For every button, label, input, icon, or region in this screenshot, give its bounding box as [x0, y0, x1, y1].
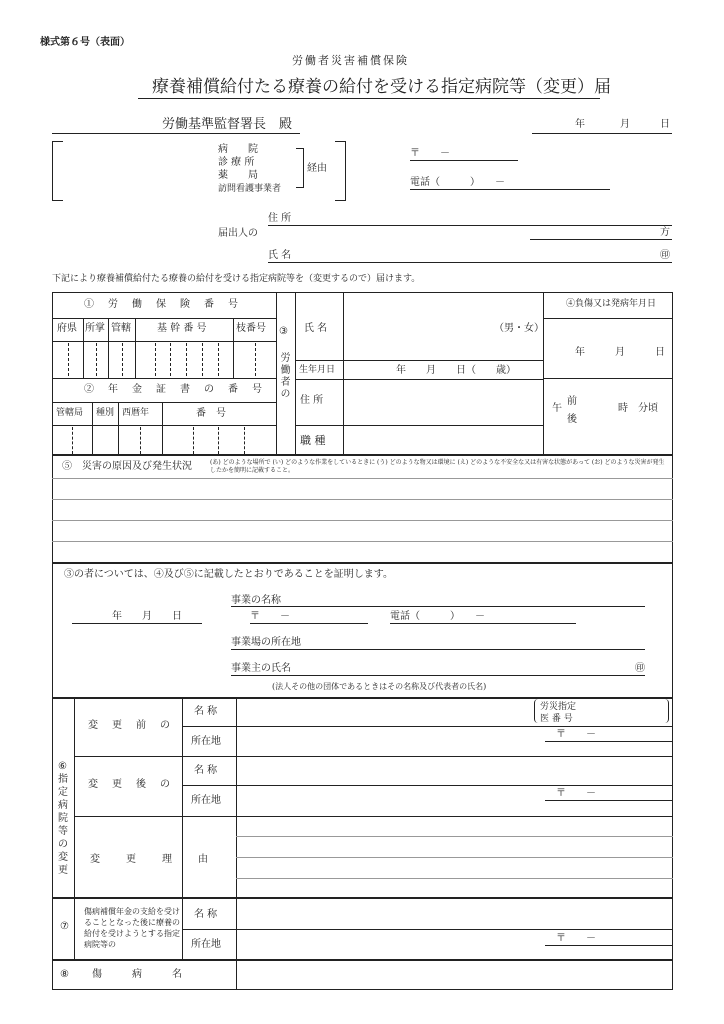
before-location-label: 所在地 [191, 736, 221, 747]
s3-v3 [543, 292, 544, 455]
via-postal-line[interactable] [410, 160, 518, 161]
via-nursing[interactable]: 訪問看護事業者 [218, 184, 282, 194]
date-day: 日 [660, 119, 670, 130]
via-clinic[interactable]: 診 療 所 [218, 157, 255, 168]
main-table-top [52, 292, 673, 455]
after-postal: 〒 － [556, 788, 596, 799]
disease-num: ⑧ [60, 969, 69, 980]
business-postal: 〒 － [250, 611, 290, 622]
rosai-number-label: 労災指定 医 番 号 [540, 702, 577, 724]
injury-date-title: ④負傷又は発病年月日 [566, 299, 657, 309]
injury-ampm-label: 午 [552, 403, 562, 414]
via-label: 経由 [307, 163, 327, 174]
rosai-bracket-right [664, 699, 669, 723]
s2-v3 [162, 402, 163, 455]
s2-d1 [72, 427, 73, 454]
pension-hospital-name-label: 名 称 [194, 909, 218, 920]
hospital-change-label: ⑥ 指 定 病 院 等 の 変 更 [58, 761, 68, 876]
s1-d4 [155, 343, 156, 376]
via-postal: 〒 － [410, 148, 450, 159]
s1-d9 [255, 343, 256, 376]
notifier-name-label: 氏 名 [268, 250, 292, 261]
after-postal-line[interactable] [545, 800, 673, 801]
s1-d1 [68, 343, 69, 376]
cause-line-4[interactable] [52, 541, 673, 542]
s1-d7 [202, 343, 203, 376]
addressee-line [52, 133, 300, 134]
s1-v4 [233, 318, 234, 378]
s6-v3 [236, 698, 237, 816]
s6-line1 [182, 726, 673, 727]
s2-line2 [52, 425, 276, 426]
form-subtitle: 労働者災害補償保険 [292, 54, 409, 67]
business-postal-line[interactable] [250, 623, 368, 624]
col-jurisdiction: 所掌 [85, 323, 105, 334]
col-bureau: 管轄局 [56, 408, 84, 418]
certification-date[interactable]: 年 月 日 [112, 611, 182, 622]
s1-d2 [96, 343, 97, 376]
reason-line-3[interactable] [236, 878, 673, 879]
business-phone: 電話（ ） － [390, 611, 485, 622]
date-year: 年 [575, 119, 585, 130]
s3-line2 [295, 379, 543, 380]
pension-title: ② 年 金 証 書 の 番 号 [84, 384, 264, 395]
business-phone-line[interactable] [390, 623, 576, 624]
injury-ampm[interactable]: 前 後 [567, 396, 577, 425]
col-office: 管轄 [111, 323, 131, 334]
s8-v1 [236, 960, 237, 990]
owner-name-label: 事業主の氏名 [231, 663, 291, 674]
via-bracket-left [52, 141, 63, 201]
date-month: 月 [620, 119, 630, 130]
s3-line3 [295, 425, 543, 426]
injury-date-value[interactable]: 年 月 日 [575, 347, 665, 358]
notifier-address-line2[interactable] [530, 239, 672, 240]
s7-line1 [182, 929, 673, 930]
reason-line-2[interactable] [236, 857, 673, 858]
certification-date-line[interactable] [72, 623, 202, 624]
worker-side-label: 労働者の [278, 352, 289, 400]
s2-v1 [92, 402, 93, 455]
cause-line-1[interactable] [52, 478, 673, 479]
s6-line3 [182, 785, 673, 786]
s3-v2 [343, 292, 344, 455]
s4-line1 [543, 318, 673, 319]
notifier-address-suffix: 方 [660, 227, 670, 238]
worker-dob-value[interactable]: 年 月 日（ 歳） [396, 365, 516, 376]
before-postal-line[interactable] [545, 741, 673, 742]
owner-note: (法人その他の団体であるときはその名称及び代表者の氏名) [272, 682, 487, 691]
notifier-seal-icon: ㊞ [660, 250, 670, 261]
s1-v1 [83, 318, 84, 378]
s3-line1 [295, 360, 543, 361]
s7-v1 [74, 898, 75, 960]
col-branch-number: 枝番号 [236, 323, 266, 334]
s2-d5 [244, 427, 245, 454]
certification-box [52, 563, 673, 698]
s2-d4 [218, 427, 219, 454]
statement-text: 下記により療養補償給付たる療養の給付を受ける指定病院等を（変更するので）届けます。 [52, 274, 421, 284]
pension-hospital-num: ⑦ [60, 921, 69, 932]
after-location-label: 所在地 [191, 795, 221, 806]
before-postal: 〒 － [556, 729, 596, 740]
s2-d3 [193, 427, 194, 454]
worker-dob-label: 生年月日 [299, 365, 336, 375]
worker-address-label: 住 所 [300, 395, 324, 406]
certification-text: ③の者については、④及び⑤に記載したとおりであることを証明します。 [64, 569, 393, 580]
s1-bottom [52, 378, 276, 379]
notifier-address-label: 住 所 [268, 213, 292, 224]
cause-note: (あ) どのような場所で (い) どのような作業をしているときに (う) どのような物又は環境に (え) どのような不安全な又は有害な状態があって (お) どのような災害が発生したかを簡明に記載すること。 [210, 459, 665, 474]
s2-line1 [52, 402, 276, 403]
via-hospital[interactable]: 病 院 [218, 144, 258, 155]
labor-insurance-title: ① 労 働 保 険 番 号 [84, 299, 240, 310]
notifier-name-line[interactable] [268, 262, 672, 263]
form-number: 様式第６号（表面） [40, 37, 130, 48]
owner-name-line[interactable] [231, 675, 645, 676]
notifier-label: 届出人の [218, 228, 258, 239]
rosai-bracket-left [534, 699, 539, 723]
worker-job-label: 職 種 [300, 434, 326, 447]
pension-hospital-label: 傷病補償年金の支給を受けることとなった後に療養の給付を受けようとする指定病院等の [84, 907, 180, 949]
after-name-label: 名 称 [194, 765, 218, 776]
pension-hospital-postal-line[interactable] [545, 945, 673, 946]
worker-num: ③ [279, 326, 288, 337]
s6-v2 [182, 698, 183, 898]
cause-line-3[interactable] [52, 520, 673, 521]
s1-d3 [122, 343, 123, 376]
worker-gender[interactable]: （男・女） [494, 323, 544, 334]
business-location-line[interactable] [231, 649, 645, 650]
via-brace [296, 148, 304, 188]
via-bracket-right [335, 141, 346, 201]
owner-seal-icon: ㊞ [635, 663, 645, 674]
col-prefecture: 府県 [57, 323, 77, 334]
s1-right [276, 292, 277, 455]
s6-line4 [74, 816, 673, 817]
s1-v3 [135, 318, 136, 378]
s1-d6 [186, 343, 187, 376]
col-base-number: 基 幹 番 号 [157, 323, 207, 334]
before-label: 変 更 前 の [88, 720, 172, 731]
addressee: 労働基準監督署長 殿 [162, 117, 293, 132]
injury-time[interactable]: 時 分頃 [618, 403, 658, 414]
via-phone: 電話（ ） － [410, 177, 505, 188]
s2-d2 [140, 427, 141, 454]
s6-v1 [74, 698, 75, 898]
via-phone-line[interactable] [410, 189, 610, 190]
business-location-label: 事業場の所在地 [231, 637, 301, 648]
col-number: 番 号 [196, 408, 226, 419]
form-title: 療養補償給付たる療養の給付を受ける指定病院等（変更）届 [152, 77, 611, 97]
reason-line-1[interactable] [236, 836, 673, 837]
s1-line2 [52, 341, 276, 342]
change-reason-label: 変 更 理 由 [90, 854, 210, 865]
s6-line2 [74, 756, 673, 757]
worker-name-label: 氏 名 [304, 323, 328, 334]
cause-line-2[interactable] [52, 499, 673, 500]
business-name-line[interactable] [231, 606, 645, 607]
via-pharmacy[interactable]: 薬 局 [218, 170, 258, 181]
pension-hospital-location-label: 所在地 [191, 939, 221, 950]
title-underline [138, 98, 600, 99]
s2-v2 [118, 402, 119, 455]
disease-name-label: 傷 病 名 [92, 969, 182, 980]
notifier-address-line[interactable] [268, 225, 672, 226]
after-label: 変 更 後 の [88, 779, 172, 790]
s3-v1 [295, 292, 296, 455]
business-name-label: 事業の名称 [231, 595, 281, 606]
s1-d8 [218, 343, 219, 376]
s1-v2 [108, 318, 109, 378]
col-year: 西暦年 [122, 408, 150, 418]
s1-d5 [170, 343, 171, 376]
date-line[interactable] [532, 133, 672, 134]
pension-hospital-postal: 〒 － [556, 933, 596, 944]
col-type: 種別 [96, 408, 115, 418]
before-name-label: 名 称 [194, 706, 218, 717]
s1-line1 [52, 318, 276, 319]
cause-title: ⑤ 災害の原因及び発生状況 [62, 461, 192, 472]
s4-line2 [543, 378, 673, 379]
